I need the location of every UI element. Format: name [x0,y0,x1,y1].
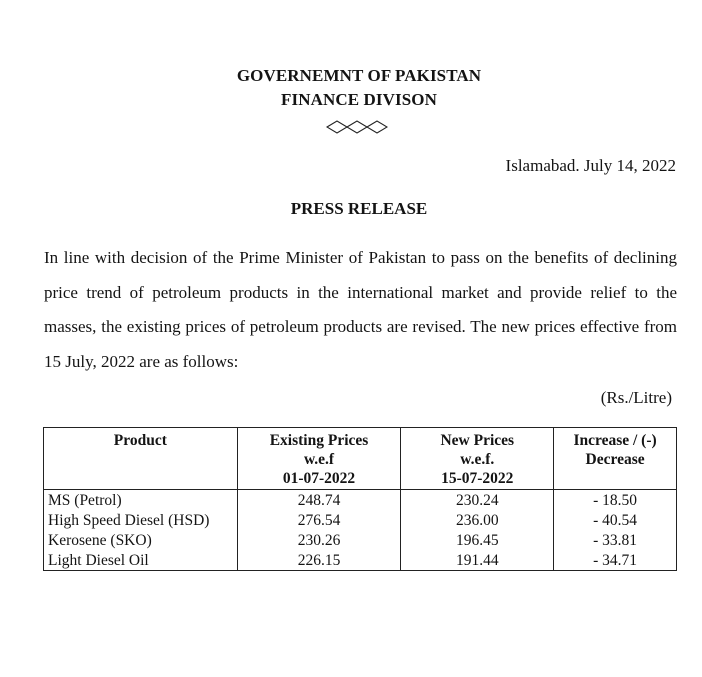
header-change: Increase / (-) Decrease [554,428,677,490]
new-price-cell: 191.44 [401,550,554,571]
price-table [43,427,677,571]
table-row [44,490,677,511]
header-product: Product [44,428,238,490]
product-cell: MS (Petrol) [44,490,238,511]
existing-price-cell: 276.54 [237,510,401,530]
table-header-row [44,428,677,490]
header-existing-prices: Existing Prices w.e.f 01-07-2022 [237,428,401,490]
existing-price-cell: 226.15 [237,550,401,571]
product-cell: Light Diesel Oil [44,550,238,571]
table-row [44,510,677,530]
change-cell: - 40.54 [554,510,677,530]
new-price-cell: 196.45 [401,530,554,550]
header-new-prices: New Prices w.e.f. 15-07-2022 [401,428,554,490]
government-heading: GOVERNEMNT OF PAKISTAN [236,66,482,85]
change-cell: - 34.71 [554,550,677,571]
division-heading: FINANCE DIVISON [281,90,437,109]
new-price-cell: 236.00 [401,510,554,530]
change-cell: - 18.50 [554,490,677,511]
body-paragraph: In line with decision of the Prime Minister of Pakistan to pass on the benefits of declining price trend of petroleum products in the international market and provide relief to the masses, the existing prices of petroleum products are revised. The new prices effective from 15 July, 2022 are as follows: [44,248,677,371]
table-row [44,550,677,571]
press-release-title: PRESS RELEASE [290,199,428,218]
existing-price-cell: 248.74 [237,490,401,511]
ornament-diamonds-icon [326,118,388,136]
change-cell: - 33.81 [554,530,677,550]
table-row [44,530,677,550]
new-price-cell: 230.24 [401,490,554,511]
dateline: Islamabad. July 14, 2022 [505,156,676,175]
product-cell: High Speed Diesel (HSD) [44,510,238,530]
unit-label: (Rs./Litre) [600,388,672,407]
product-cell: Kerosene (SKO) [44,530,238,550]
existing-price-cell: 230.26 [237,530,401,550]
